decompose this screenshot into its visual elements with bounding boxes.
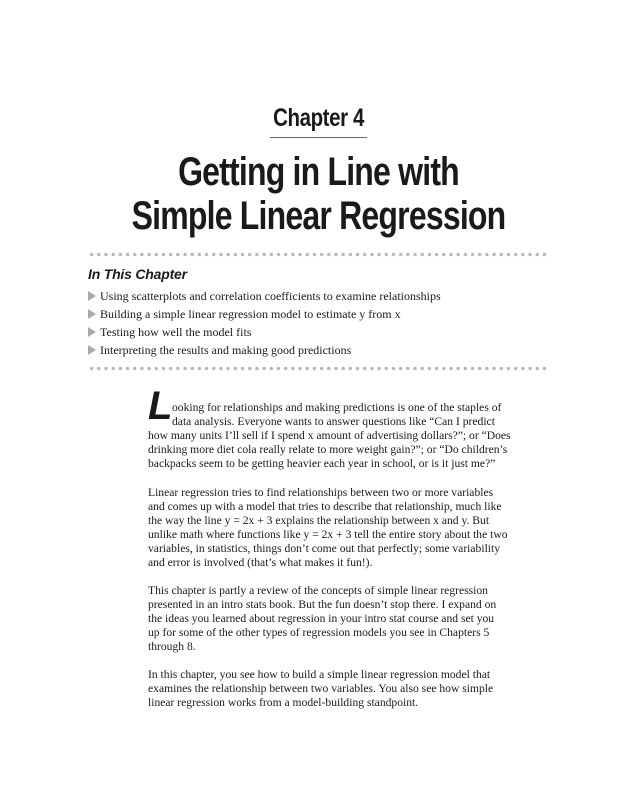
intro-line-4: drinking more diet cola really relate to more weight gain?”; or “Do children’s bbox=[148, 443, 508, 456]
paragraph-line: Linear regression tries to find relationships between two or more variables bbox=[148, 486, 494, 499]
paragraph-review bbox=[148, 584, 508, 654]
chapter-title-line-1: Getting in Line with bbox=[178, 150, 459, 194]
intro-line-2: data analysis. Everyone wants to answer questions like “Can I predict bbox=[172, 415, 495, 428]
triangle-bullet-icon bbox=[88, 345, 96, 355]
paragraph-line: unlike math where functions like y = 2x + 3 tell the entire story about the two bbox=[148, 528, 508, 541]
dotted-divider-top bbox=[88, 252, 550, 257]
triangle-bullet-icon bbox=[88, 291, 96, 301]
intro-line-1: ooking for relationships and making predictions is one of the staples of bbox=[172, 401, 502, 414]
body-paragraphs bbox=[148, 486, 508, 724]
bullet-text: Interpreting the results and making good predictions bbox=[100, 343, 352, 357]
paragraph-line: up for some of the other types of regression models you see in Chapters 5 bbox=[148, 626, 490, 639]
paragraph-line: presented in an intro stats book. But the fun doesn’t stop there. I expand on bbox=[148, 598, 497, 611]
intro-paragraph-rest bbox=[148, 429, 511, 471]
chapter-bullet-list bbox=[88, 287, 441, 359]
paragraph-line: the ideas you learned about regression in your intro stat course and set you bbox=[148, 612, 495, 625]
paragraph-line: and comes up with a model that tries to describe that relationship, much like bbox=[148, 500, 502, 513]
paragraph-line: through 8. bbox=[148, 640, 196, 653]
paragraph-line: In this chapter, you see how to build a simple linear regression model that bbox=[148, 668, 491, 681]
in-this-chapter-heading: In This Chapter bbox=[88, 266, 187, 282]
chapter-rule bbox=[270, 137, 367, 138]
intro-line-5: backpacks seem to be getting heavier each year in school, or is it just me?” bbox=[148, 457, 496, 470]
chapter-label: Chapter 4 bbox=[273, 104, 364, 132]
paragraph-line: the way the line y = 2x + 3 explains the relationship between x and y. But bbox=[148, 514, 490, 527]
bullet-text: Testing how well the model fits bbox=[100, 325, 252, 339]
paragraph-line: variables, in statistics, things don’t come out that perfectly; some variability bbox=[148, 542, 501, 555]
bullet-item bbox=[88, 305, 441, 323]
triangle-bullet-icon bbox=[88, 327, 96, 337]
paragraph-line: examines the relationship between two variables. You also see how simple bbox=[148, 682, 494, 695]
triangle-bullet-icon bbox=[88, 309, 96, 319]
drop-cap: L bbox=[148, 384, 173, 428]
bullet-item bbox=[88, 341, 441, 359]
intro-line-3: how many units I’ll sell if I spend x amount of advertising dollars?”; or “Does bbox=[148, 429, 511, 442]
paragraph-regression bbox=[148, 486, 508, 570]
bullet-text: Using scatterplots and correlation coefficients to examine relationships bbox=[100, 289, 441, 303]
paragraph-line: and error is involved (that’s what makes it fun!). bbox=[148, 556, 373, 569]
paragraph-line: This chapter is partly a review of the concepts of simple linear regression bbox=[148, 584, 488, 597]
chapter-title-line-2: Simple Linear Regression bbox=[131, 194, 506, 238]
paragraph-line: linear regression works from a model-building standpoint. bbox=[148, 696, 419, 709]
paragraph-chapter-goal bbox=[148, 668, 508, 710]
bullet-item bbox=[88, 323, 441, 341]
bullet-text: Building a simple linear regression model to estimate y from x bbox=[100, 307, 401, 321]
bullet-item bbox=[88, 287, 441, 305]
dotted-divider-bottom bbox=[88, 366, 550, 371]
chapter-title bbox=[64, 150, 574, 238]
